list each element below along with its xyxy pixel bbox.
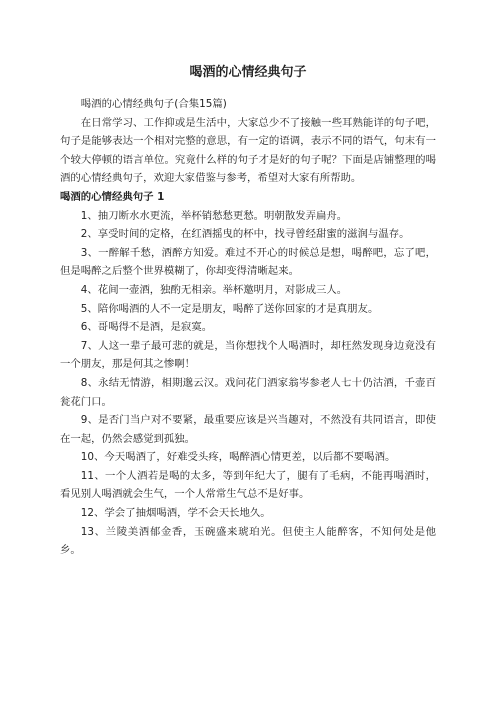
sentence-list	[60, 207, 436, 560]
document-title: 喝酒的心情经典句子	[189, 65, 307, 80]
list-item: 12、学会了抽烟喝酒，学不会天长地久。	[80, 507, 271, 520]
list-item: 10、今天喝酒了，好难受头疼，喝醉酒心情更差，以后都不要喝酒。	[80, 451, 396, 464]
intro-paragraph: 在日常学习、工作抑或是生活中，大家总少不了接触一些耳熟能详的句子吧，句子是能够表达一个相对完整的意思，有一定的语调，表示不同的语气，句末有一个较大停顿的语言单位。究竟什么样的句子才是好的句子呢？下面是店铺整理的喝酒的心情经典句子，欢迎大家借鉴与参考，希望对大家有所帮助。	[60, 116, 436, 185]
list-item: 5、陪你喝酒的人不一定是朋友，喝醉了送你回家的才是真朋友。	[80, 302, 379, 315]
list-item: 9、是否门当户对不要紧，最重要应该是兴当趣对，不然没有共同语言，即使在一起，仍然会感觉到孤独。	[60, 414, 436, 445]
list-item: 6、哥喝得不是酒，是寂寞。	[80, 321, 213, 334]
document-subtitle: 喝酒的心情经典句子(合集15篇)	[80, 98, 227, 110]
list-item: 8、永结无情游，相期邈云汉。戏问花门酒家翁岑参老人七十仍沽酒，千壶百瓮花门口。	[60, 376, 436, 408]
list-item: 11、一个人酒若是喝的太多，等到年纪大了，腿有了毛病，不能再喝酒时，看见别人喝酒就会生气，一个人常常生气总不是好事。	[60, 469, 436, 501]
list-item: 1、抽刀断水水更流，举杯销愁愁更愁。明朝散发弄扁舟。	[80, 209, 348, 222]
list-item: 7、人这一辈子最可悲的就是，当你想找个人喝酒时，却枉然发现身边竟没有一个朋友，那是何其之惨啊！	[60, 339, 436, 371]
list-item: 3、一醉解千愁，酒醉方知爱。难过不开心的时候总是想，喝醉吧，忘了吧，但是喝醉之后整个世界模糊了，你却变得清晰起来。	[60, 246, 436, 278]
list-item: 2、享受时间的定格，在红酒摇曳的杯中，找寻曾经甜蜜的滋润与温存。	[80, 228, 410, 241]
section-heading: 喝酒的心情经典句子 1	[60, 190, 165, 203]
list-item: 13、兰陵美酒郁金香，玉碗盛来琥珀光。但使主人能醉客，不知何处是他乡。	[60, 525, 436, 557]
list-item: 4、花间一壶酒，独酌无相亲。举杯邀明月，对影成三人。	[80, 283, 348, 296]
